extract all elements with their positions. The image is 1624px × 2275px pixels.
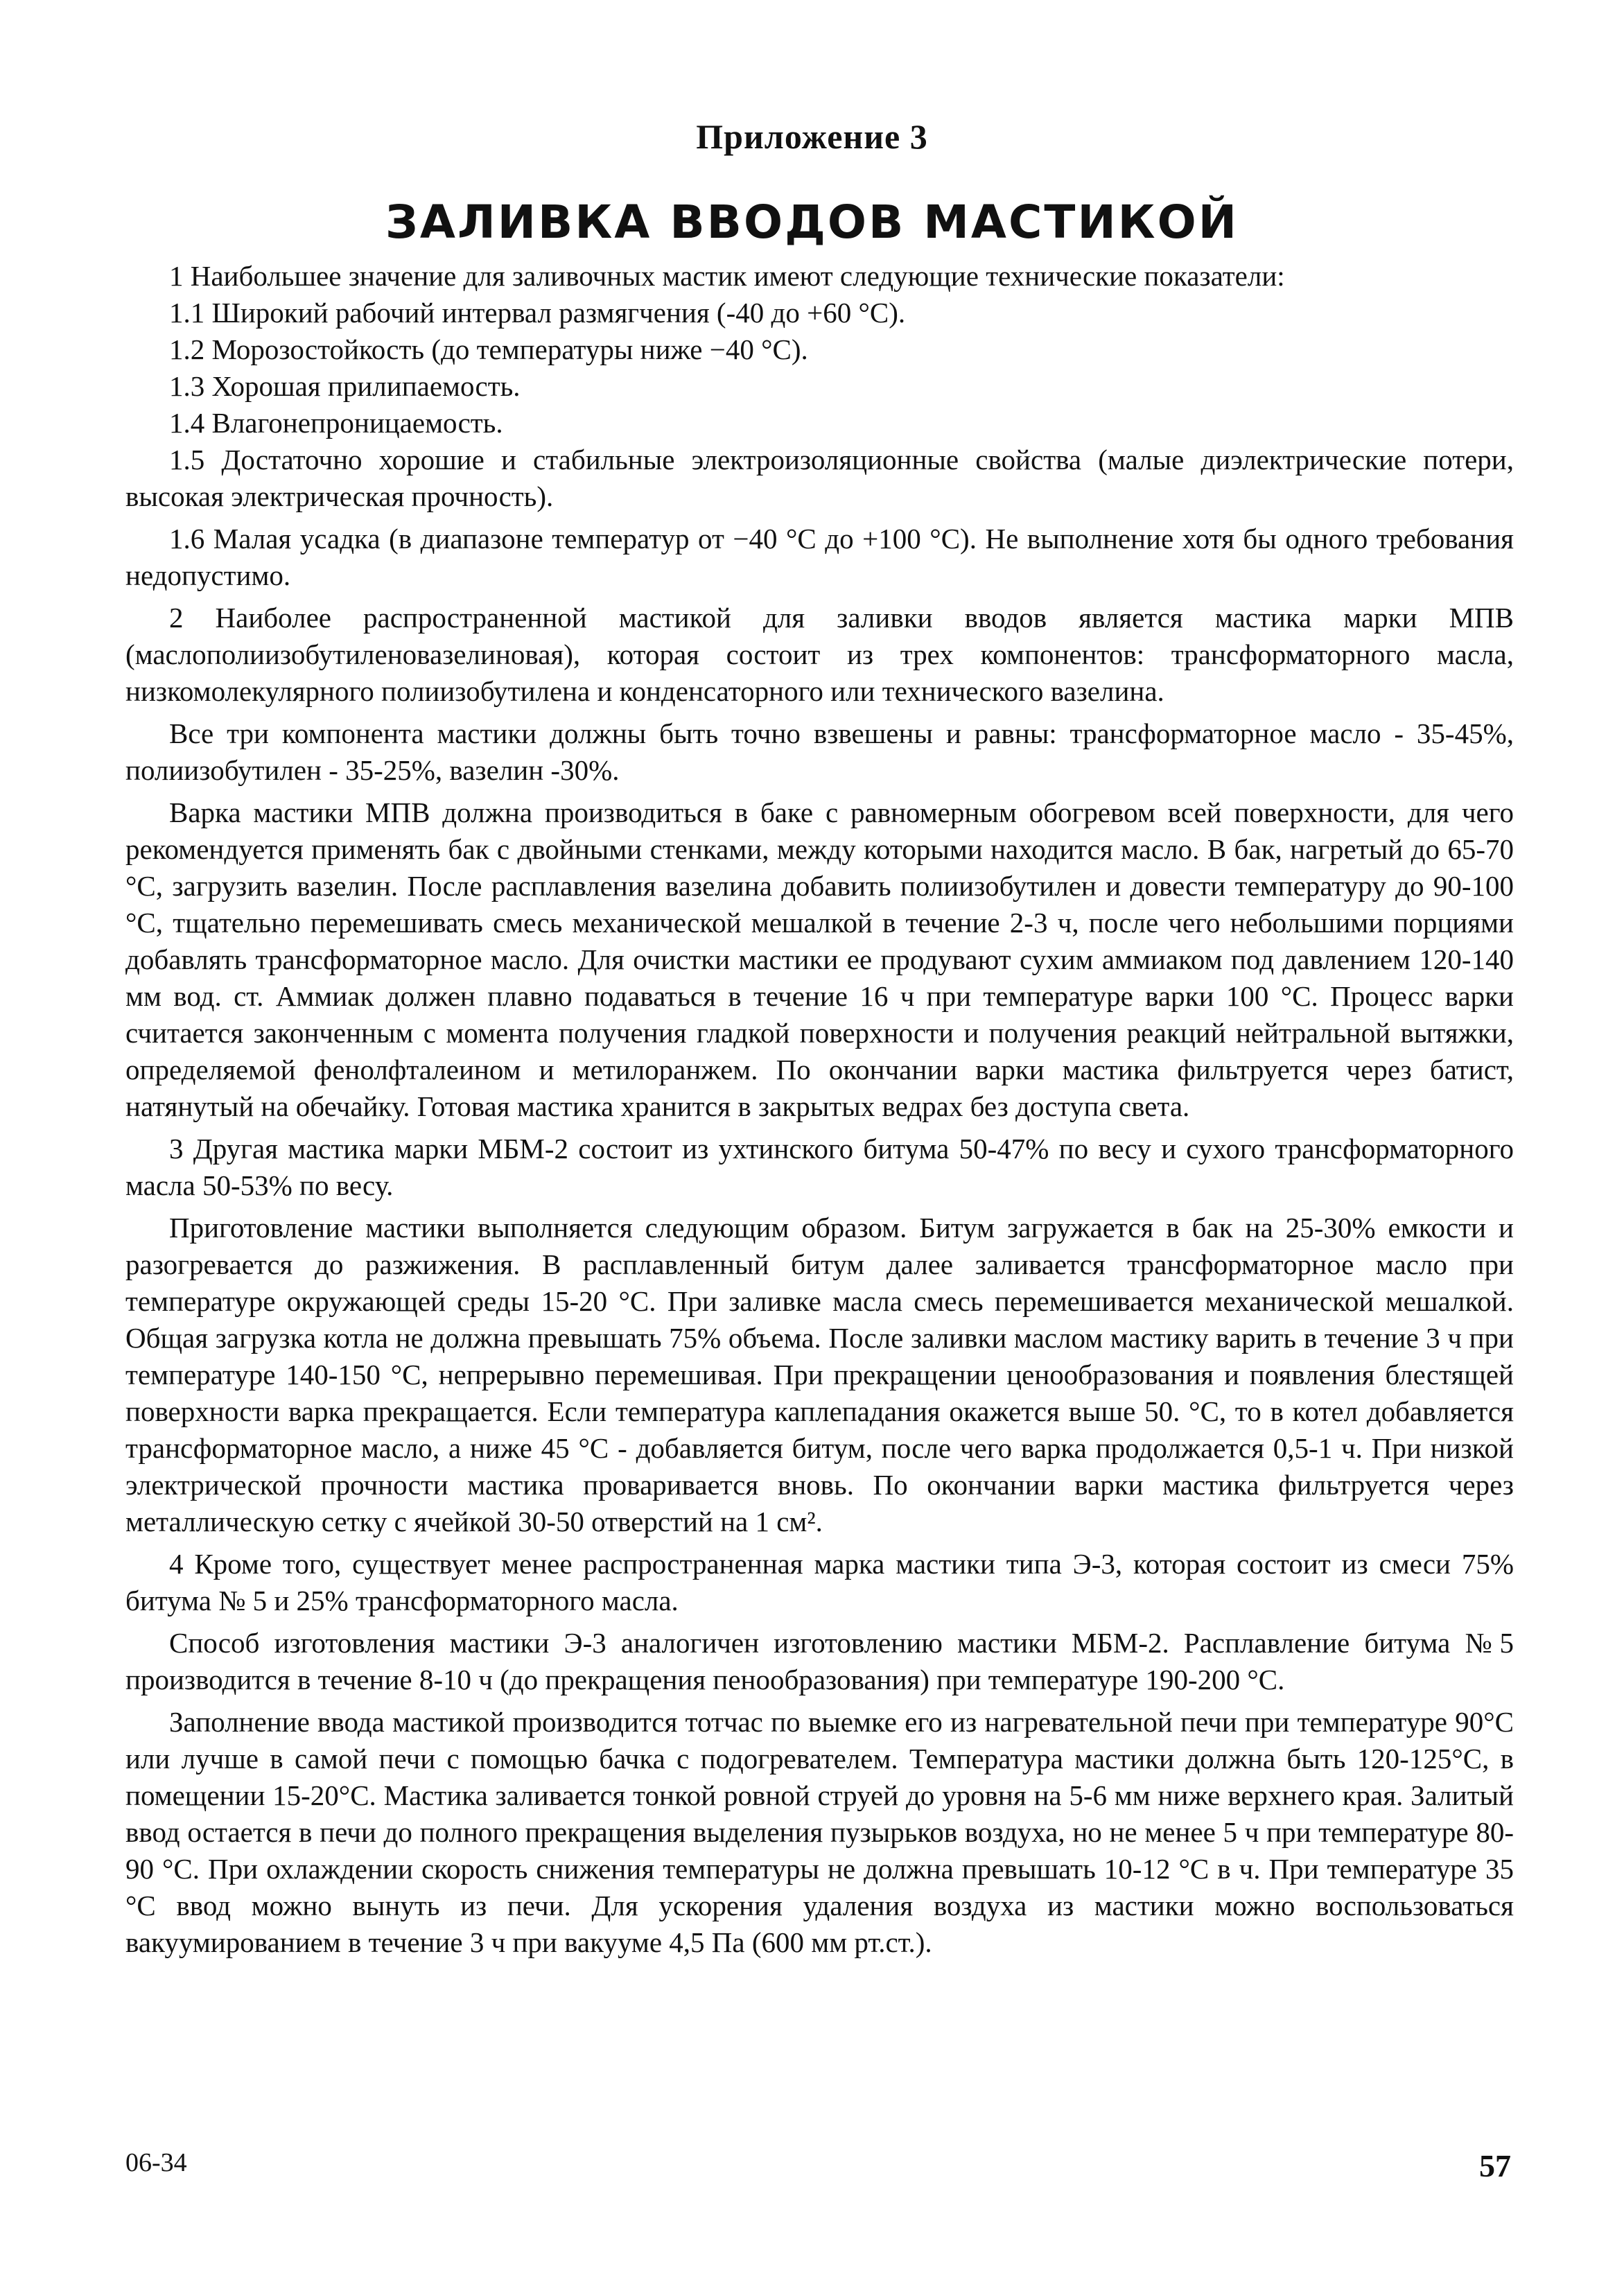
document-body — [125, 258, 1514, 1967]
paragraph-4: 4 Кроме того, существует менее распространенная марка мастики типа Э-3, которая состоит из смеси 75% битума № 5 и 25% трансформаторного масла. — [125, 1548, 1514, 1616]
paragraph-filling: Заполнение ввода мастикой производится тотчас по выемке его из нагревательной печи при температуре 90°С или лучше в самой печи с помощью бачка с подогревателем. Температура мастики должна быть 120-125°С, в помещении 15-20°С. Мастика заливается тонкой ровной струей до уровня на 5-6 мм ниже верхнего края. Залитый ввод остается в печи до полного прекращения выделения пузырьков воздуха, но не менее 5 ч при температуре 80-90 °С. При охлаждении скорость снижения температуры не должна превышать 10-12 °С в ч. При температуре 35 °С ввод можно вынуть из печи. Для ускорения удаления воздуха из мастики можно воспользоваться вакуумированием в течение 3 ч при вакууме 4,5 Па (600 мм рт.ст.). — [125, 1706, 1514, 1958]
appendix-label: Приложение 3 — [696, 117, 928, 156]
paragraph-3-preparation: Приготовление мастики выполняется следующим образом. Битум загружается в бак на 25-30% емкости и разогревается до разжижения. В расплавленный битум далее заливается трансформаторное масло при температуре окружающей среды 15-20 °С. При заливке масла смесь перемешивается механической мешалкой. Общая загрузка котла не должна превышать 75% объема. После заливки маслом мастику варить в течение 3 ч при температуре 140-150 °С, непрерывно перемешивая. При прекращении ценообразования и появления блестящей поверхности варка прекращается. Если температура каплепадания окажется выше 50. °С, то в котел добавляется трансформаторное масло, а ниже 45 °С - добавляется битум, после чего варка продолжается 0,5-1 ч. При низкой электрической прочности мастика проваривается вновь. По окончании варки мастика фильтруется через металлическую сетку с ячейкой 30-50 отверстий на 1 см². — [125, 1212, 1514, 1537]
paragraph-1-4: 1.4 Влагонепроницаемость. — [169, 407, 503, 439]
paragraph-2-components: Все три компонента мастики должны быть точно взвешены и равны: трансформаторное масло - 35-45%, полиизобутилен - 35-25%, вазелин -30%. — [125, 717, 1514, 786]
paragraph-1-2: 1.2 Морозостойкость (до температуры ниже −40 °С). — [169, 333, 808, 365]
paragraph-1-6: 1.6 Малая усадка (в диапазоне температур от −40 °С до +100 °С). Не выполнение хотя бы одного требования недопустимо. — [125, 523, 1514, 591]
paragraph-1: 1 Наибольшее значение для заливочных мастик имеют следующие технические показатели: — [169, 260, 1285, 292]
page-title: ЗАЛИВКА ВВОДОВ МАСТИКОЙ — [385, 195, 1239, 249]
paragraph-2-cooking: Варка мастики МПВ должна производиться в баке с равномерным обогревом всей поверхности, для чего рекомендуется применять бак с двойными стенками, между которыми находится масло. В бак, нагретый до 65-70 °С, загрузить вазелин. После расплавления вазелина добавить полиизобутилен и довести температуру до 90-100 °С, тщательно перемешивать смесь механической мешалкой в течение 2-3 ч, после чего небольшими порциями добавлять трансформаторное масло. Для очистки мастики ее продувают сухим аммиаком под давлением 120-140 мм вод. ст. Аммиак должен плавно подаваться в течение 16 ч при температуре варки 100 °С. Процесс варки считается законченным с момента получения гладкой поверхности и получения реакций нейтральной вытяжки, определяемой фенолфталеином и метилоранжем. По окончании варки мастика фильтруется через батист, натянутый на обечайку. Готовая мастика хранится в закрытых ведрах без доступа света. — [125, 796, 1514, 1122]
paragraph-1-5: 1.5 Достаточно хорошие и стабильные электроизоляционные свойства (малые диэлектрические потери, высокая электрическая прочность). — [125, 444, 1514, 512]
paragraph-1-3: 1.3 Хорошая прилипаемость. — [169, 370, 521, 402]
page-number: 57 — [1479, 2148, 1511, 2184]
paragraph-3: 3 Другая мастика марки МБМ-2 состоит из ухтинского битума 50-47% по весу и сухого трансформаторного масла 50-53% по весу. — [125, 1133, 1514, 1201]
paragraph-2: 2 Наиболее распространенной мастикой для заливки вводов является мастика марки МПВ (маслополиизобутиленовазелиновая), которая состоит из трех компонентов: трансформаторного масла, низкомолекулярного полиизобутилена и конденсаторного или технического вазелина. — [125, 602, 1514, 707]
paragraph-4-method: Способ изготовления мастики Э-3 аналогичен изготовлению мастики МБМ-2. Расплавление битума №5 производится в течение 8-10 ч (до прекращения пенообразования) при температуре 190-200 °С. — [125, 1627, 1514, 1696]
paragraph-1-1: 1.1 Широкий рабочий интервал размягчения (-40 до +60 °С). — [169, 297, 906, 329]
document-code: 06-34 — [125, 2148, 187, 2177]
